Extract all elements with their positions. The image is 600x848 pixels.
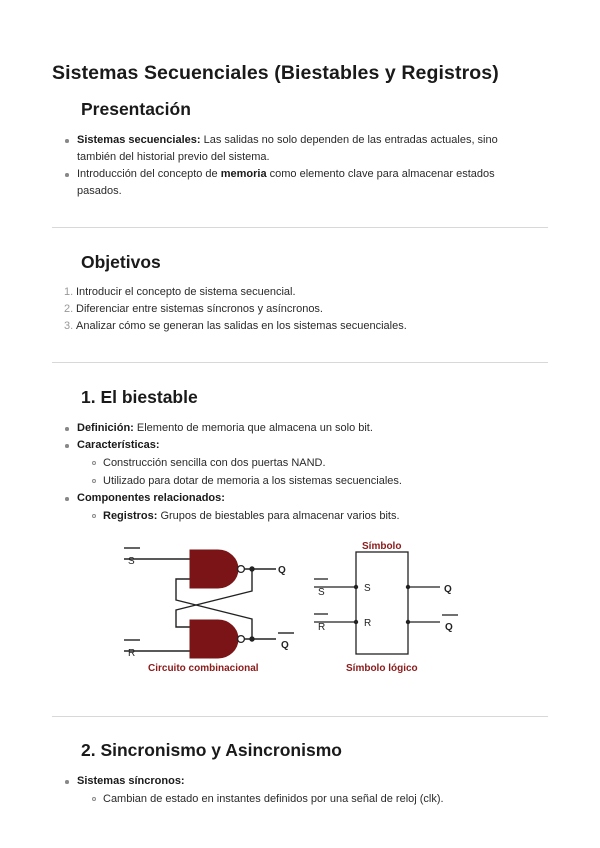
- heading-biestable: 1. El biestable: [81, 387, 198, 407]
- caption-circuito: Circuito combinacional: [148, 663, 259, 674]
- list-item: Sistemas síncronos: Cambian de estado en instantes definidos por una señal de reloj (clk).: [52, 773, 548, 808]
- list-item: Construcción sencilla con dos puertas NAND.: [77, 455, 548, 472]
- list-item: Registros: Grupos de biestables para almacenar varios bits.: [77, 508, 548, 525]
- heading-presentacion: Presentación: [81, 99, 191, 119]
- biestable-list: [52, 420, 548, 525]
- qbar-label: Q: [281, 640, 289, 651]
- list-item: Definición: Elemento de memoria que almacena un solo bit.: [52, 420, 548, 437]
- heading-objetivos: Objetivos: [81, 252, 161, 272]
- sym-s-inner-label: S: [364, 583, 371, 594]
- sym-r-inner-label: R: [364, 618, 372, 629]
- divider: [52, 227, 548, 228]
- componentes-sublist: [77, 508, 548, 525]
- sincronos-sublist: [77, 791, 548, 808]
- caption-simbolo-logico: Símbolo lógico: [346, 663, 418, 674]
- qbar-pin: [406, 620, 410, 624]
- sym-r-outer-label: R: [318, 622, 326, 633]
- sym-s-outer-label: S: [318, 587, 325, 598]
- s-label: S: [128, 556, 135, 567]
- r-label: R: [128, 648, 136, 659]
- divider: [52, 362, 548, 363]
- symbol-wires: [314, 579, 458, 622]
- list-item: Cambian de estado en instantes definidos por una señal de reloj (clk).: [77, 791, 548, 808]
- q-pin: [406, 585, 410, 589]
- nand-gate-top: [190, 550, 238, 588]
- sym-qbar-label: Q: [445, 622, 453, 633]
- r-pin: [354, 620, 358, 624]
- presentacion-list: [52, 132, 548, 200]
- list-item: Utilizado para dotar de memoria a los sistemas secuenciales.: [77, 473, 548, 490]
- list-item: Introducción del concepto de memoria como elemento clave para almacenar estados pasados.: [52, 166, 548, 200]
- caracteristicas-sublist: [77, 455, 548, 490]
- simbolo-title: Símbolo: [362, 541, 402, 552]
- nand-gate-bottom: [190, 620, 238, 658]
- divider: [52, 716, 548, 717]
- objetivos-list: [52, 284, 548, 335]
- q-label: Q: [278, 565, 286, 576]
- list-item: 1. Introducir el concepto de sistema secuencial.: [64, 286, 296, 298]
- nand-bubble-top: [238, 566, 245, 573]
- sincronismo-list: [52, 773, 548, 808]
- list-item: Características: Construcción sencilla con dos puertas NAND. Utilizado para dotar de memoria a los sistemas secuenciales.: [52, 437, 548, 490]
- list-item: 2. Diferenciar entre sistemas síncronos y asíncronos.: [64, 303, 323, 315]
- list-item: Componentes relacionados: Registros: Grupos de biestables para almacenar varios bits.: [52, 490, 548, 525]
- flip-flop-diagram: [118, 536, 468, 686]
- page-title: Sistemas Secuenciales (Biestables y Registros): [52, 62, 499, 84]
- sym-q-label: Q: [444, 584, 452, 595]
- heading-sincronismo: 2. Sincronismo y Asincronismo: [81, 740, 342, 760]
- s-pin: [354, 585, 358, 589]
- list-item: 3. Analizar cómo se generan las salidas en los sistemas secuenciales.: [64, 320, 407, 332]
- nand-bubble-bottom: [238, 636, 245, 643]
- symbol-box: [356, 552, 408, 654]
- list-item: Sistemas secuenciales: Las salidas no solo dependen de las entradas actuales, sino también del historial previo del sistema.: [52, 132, 548, 166]
